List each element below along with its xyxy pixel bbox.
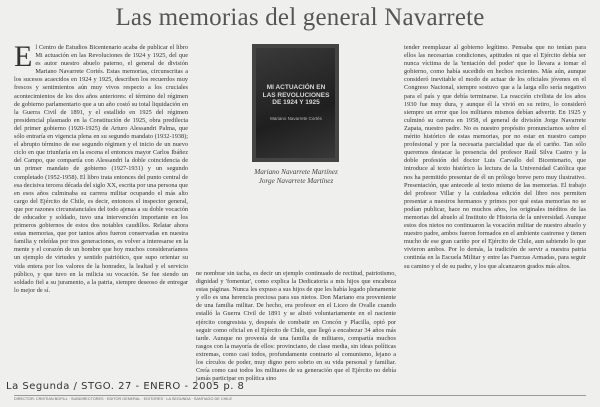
article-column-3: tender reemplazar al gobierno legítimo. Pensaba que no tenían para ellos las necesarias condiciones, aptitudes ni que el Ejército debía ser nunca víctima de la 'tentación del poder' que lo llevara a tomar el gobierno, como había sucedido en hechos recientes. Más aún, aunque consideró inevitable el modo de actuar de los oficiales jóvenes en el Congreso Nacional, siempre sostuvo que a la larga ello sería negativo para el país y que debía terminarse. La reacción civilista de los años 1930 fue muy dura, y aunque él la vivió en su retiro, lo consideró siempre un error que los militares mismos debían advertir. En 1925 y culminó su carrera en 1958, el general de división Jorge Navarrete Zapata, nuestro padre. No es nuestro propósito pronunciarnos sobre el mérito histórico de estas memorias, por no estar en nuestro campo profesional y por la necesaria parcialidad que da el cariño. Tan sólo queremos destacar la presencia del profesor Raúl Silva Castro y la doble profesión del doctor Luis Carvallo del Bicentenario, que introduce al texto histórico la lectura de la Universidad Católica que nos ha permitido presentar de él un prólogo breve pero muy ilustrativo. Presentación, que antecede al texto mismo de las memorias. El trabajo del profesor Villar y la cuidadosa edición del libro nos permiten presentar a nuestros hermanos y primos por qué estas memorias no se podían publicar, hace no muchos años, los originales inéditos de las memorias del abuelo al Instituto de Historia de la universidad. Aunque estos dos nietos no continuaron la vocación militar de nuestro abuelo y nuestro padre, ambos fueron formados en el ambiente castrense y tienen mucho de ese gran cariño por el Ejército de Chile, aun sabiendo lo que vivieron ambos. Por lo demás, la tradición de servir a nuestra patria continúa en la Escuela Militar y entre las Fuerzas Armadas, para seguir su camino y el de su padre, y los que alcanzaron grados más altos.	[404, 44, 586, 270]
author-caption	[196, 168, 396, 186]
book-author: Mariano Navarrete Cortés	[270, 116, 322, 121]
book-cover-photo	[252, 44, 339, 162]
book-title: MI ACTUACIÓN EN LAS REVOLUCIONES DE 1924 Y 1925	[262, 84, 330, 106]
article-column-1	[14, 40, 188, 392]
article-headline: Las memorias del general Navarrete	[115, 4, 485, 31]
article-column-2: ne nombrar sin tacha, es decir un ejemplo continuado de rectitud, patriotismo, dignidad y 'fomentar', como explica la Dedicatoria a mis hijos que encabeza estas páginas. Nunca les expuso a sus hijos de que les había legado plenamente y ello es una herencia preciosa para sus nietos. Don Mariano era proveniente de una familia militar. De hecho, era profesor en el Liceo de Ovalle cuando estalló la Guerra Civil de 1891 y se alistó voluntariamente en el naciente ejército congresista y, después de combatir en Concón y Placilla, optó por seguir como oficial en el Ejército de Chile, que llegó a encabezar 34 años más tarde. Aunque no provenía de una familia de militares, compartía muchos rasgos con la mayoría de ellos: provinciano, de clase media, sin ideas políticas extremas, como casi todos, profundamente contrario al comunismo, lejano a los círculos de poder, muy digno pero sobrio en su vida personal y familiar. Creía como casi todos los militares de su generación que el Ejército no debía jamás participar en política sino	[196, 270, 396, 383]
book-cover	[256, 48, 335, 158]
drop-cap: E	[14, 40, 33, 73]
caption-author-1: Mariano Navarrete Martínez	[254, 168, 338, 176]
caption-author-2: Jorge Navarrete Martínez	[258, 177, 334, 185]
footer-divider	[14, 395, 586, 396]
handwritten-source-note: La Segunda / STGO. 27 - ENERO - 2005 p. 8	[6, 381, 245, 392]
masthead-footer: DIRECTOR: CRISTIAN BOFILL · SUBDIRECTORES · EDITOR GENERAL · EDITORES · LA SEGUNDA · SANTIAGO DE CHILE	[14, 397, 233, 401]
column-1-text: l Centro de Estudios Bicentenario acaba de publicar el libro Mi actuación en las Revoluciones de 1924 y 1925, del que es autor nuestro abuelo paterno, el general de división Mariano Navarrete Cortés. Estas memorias, circunscritas a los sucesos acaecidos en 1924 y 1925, describen los recuerdos muy frescos y sentimientos aún muy vivos respecto a los cruciales acontecimientos de los dos años anteriores: el término del régimen de gobierno parlamentario que a un año costó su total liquidación en la Guerra Civil de 1891, y el estallido en 1925 del régimen presidencial plasmado en la Constitución de 1925, obra predilecta del primer gobierno (1920-1925) de Arturo Alessandri Palma, que sólo entraría en vigencia plena en su segundo mandato (1932-1938); el abrupto término de ese segundo régimen y el inicio de un nuevo ciclo en que triunfaría en la escena el entonces mayor Carlos Ibáñez del Campo, que compartía con Alessandri la doble coincidencia de un primer mandato de gobierno (1927-1931) y un segundo completado (1952-1958). El libro trata entonces del punto central de esa decisiva tercera década del siglo XX, escrita por una persona que en esos años culminaba su carrera militar ocupando el más alto cargo del Ejército de Chile, es decir, entonces el inspector general, que por razones circunstanciales del todo ajenas a su doble vocación de educador y soldado, tuvo una intervención importante en los primeros gobiernos de estos dos notables caudillos. Relatar ahora estas memorias, que por tantos años fueron conservadas en nuestra familia y releídas por tres generaciones, es volver a interesarse en la mente y el corazón de un hombre que hoy muchos consideraríamos un ejemplo de virtudes y sentido patriótico, que supo orientar su vida entera por los valores de la honradez, la lealtad y el servicio público, y que tuvo en la milicia su vocación. Se fue siendo un soldado fiel a su juramento, a la patria, siempre deseoso de entregar lo mejor de sí.	[14, 44, 188, 294]
